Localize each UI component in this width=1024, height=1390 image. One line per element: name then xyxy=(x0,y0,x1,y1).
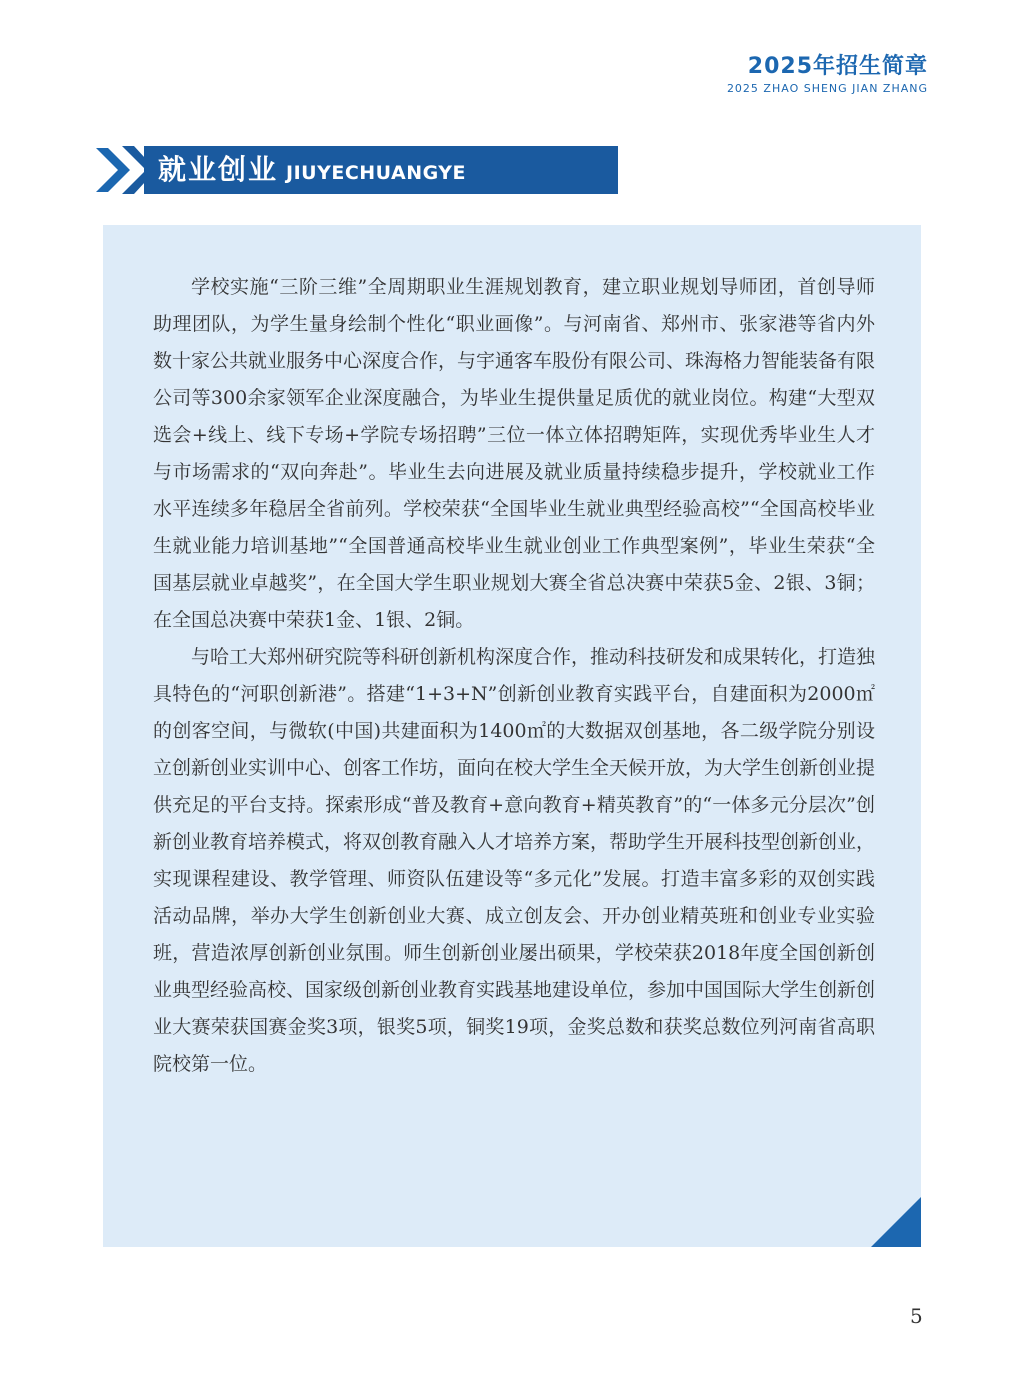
paragraph-entrepreneurship: 与哈工大郑州研究院等科研创新机构深度合作，推动科技研发和成果转化，打造独具特色的“河职创新港”。搭建“1+3+N”创新创业教育实践平台，自建面积为2000㎡的创客空间，与微软(中国)共建面积为1400㎡的大数据双创基地，各二级学院分别设立创新创业实训中心、创客工作坊，面向在校大学生全天候开放，为大学生创新创业提供充足的平台支持。探索形成“普及教育+意向教育+精英教育”的“一体多元分层次”创新创业教育培养模式，将双创教育融入人才培养方案，帮助学生开展科技型创新创业，实现课程建设、教学管理、师资队伍建设等“多元化”发展。打造丰富多彩的双创实践活动品牌，举办大学生创新创业大赛、成立创友会、开办创业精英班和创业专业实验班，营造浓厚创新创业氛围。师生创新创业屡出硕果，学校荣获2018年度全国创新创业典型经验高校、国家级创新创业教育实践基地建设单位，参加中国国际大学生创新创业大赛荣获国赛金奖3项，银奖5项，铜奖19项，金奖总数和获奖总数位列河南省高职院校第一位。 xyxy=(153,646,876,1075)
header-title: 2025年招生简章 xyxy=(747,54,928,79)
content-text xyxy=(153,269,875,1083)
section-title xyxy=(158,151,466,189)
paragraph-employment: 学校实施“三阶三维”全周期职业生涯规划教育，建立职业规划导师团，首创导师助理团队，为学生量身绘制个性化“职业画像”。与河南省、郑州市、张家港等省内外数十家公共就业服务中心深度合作，与宇通客车股份有限公司、珠海格力智能装备有限公司等300余家领军企业深度融合，为毕业生提供量足质优的就业岗位。构建“大型双选会+线上、线下专场+学院专场招聘”三位一体立体招聘矩阵，实现优秀毕业生人才与市场需求的“双向奔赴”。毕业生去向进展及就业质量持续稳步提升，学校就业工作水平连续多年稳居全省前列。学校荣获“全国毕业生就业典型经验高校”“全国高校毕业生就业能力培训基地”“全国普通高校毕业生就业创业工作典型案例”，毕业生荣获“全国基层就业卓越奖”，在全国大学生职业规划大赛全省总决赛中荣获5金、2银、3铜；在全国总决赛中荣获1金、1银、2铜。 xyxy=(153,276,876,631)
section-title-en: JIUYECHUANGYE xyxy=(286,162,467,184)
corner-triangle-icon xyxy=(871,1197,921,1247)
content-box xyxy=(103,225,921,1247)
page-number: 5 xyxy=(910,1304,923,1328)
page-header xyxy=(727,52,928,96)
section-banner xyxy=(96,146,526,194)
section-title-cn: 就业创业 xyxy=(158,153,279,186)
header-subtitle: 2025 ZHAO SHENG JIAN ZHANG xyxy=(726,82,928,95)
